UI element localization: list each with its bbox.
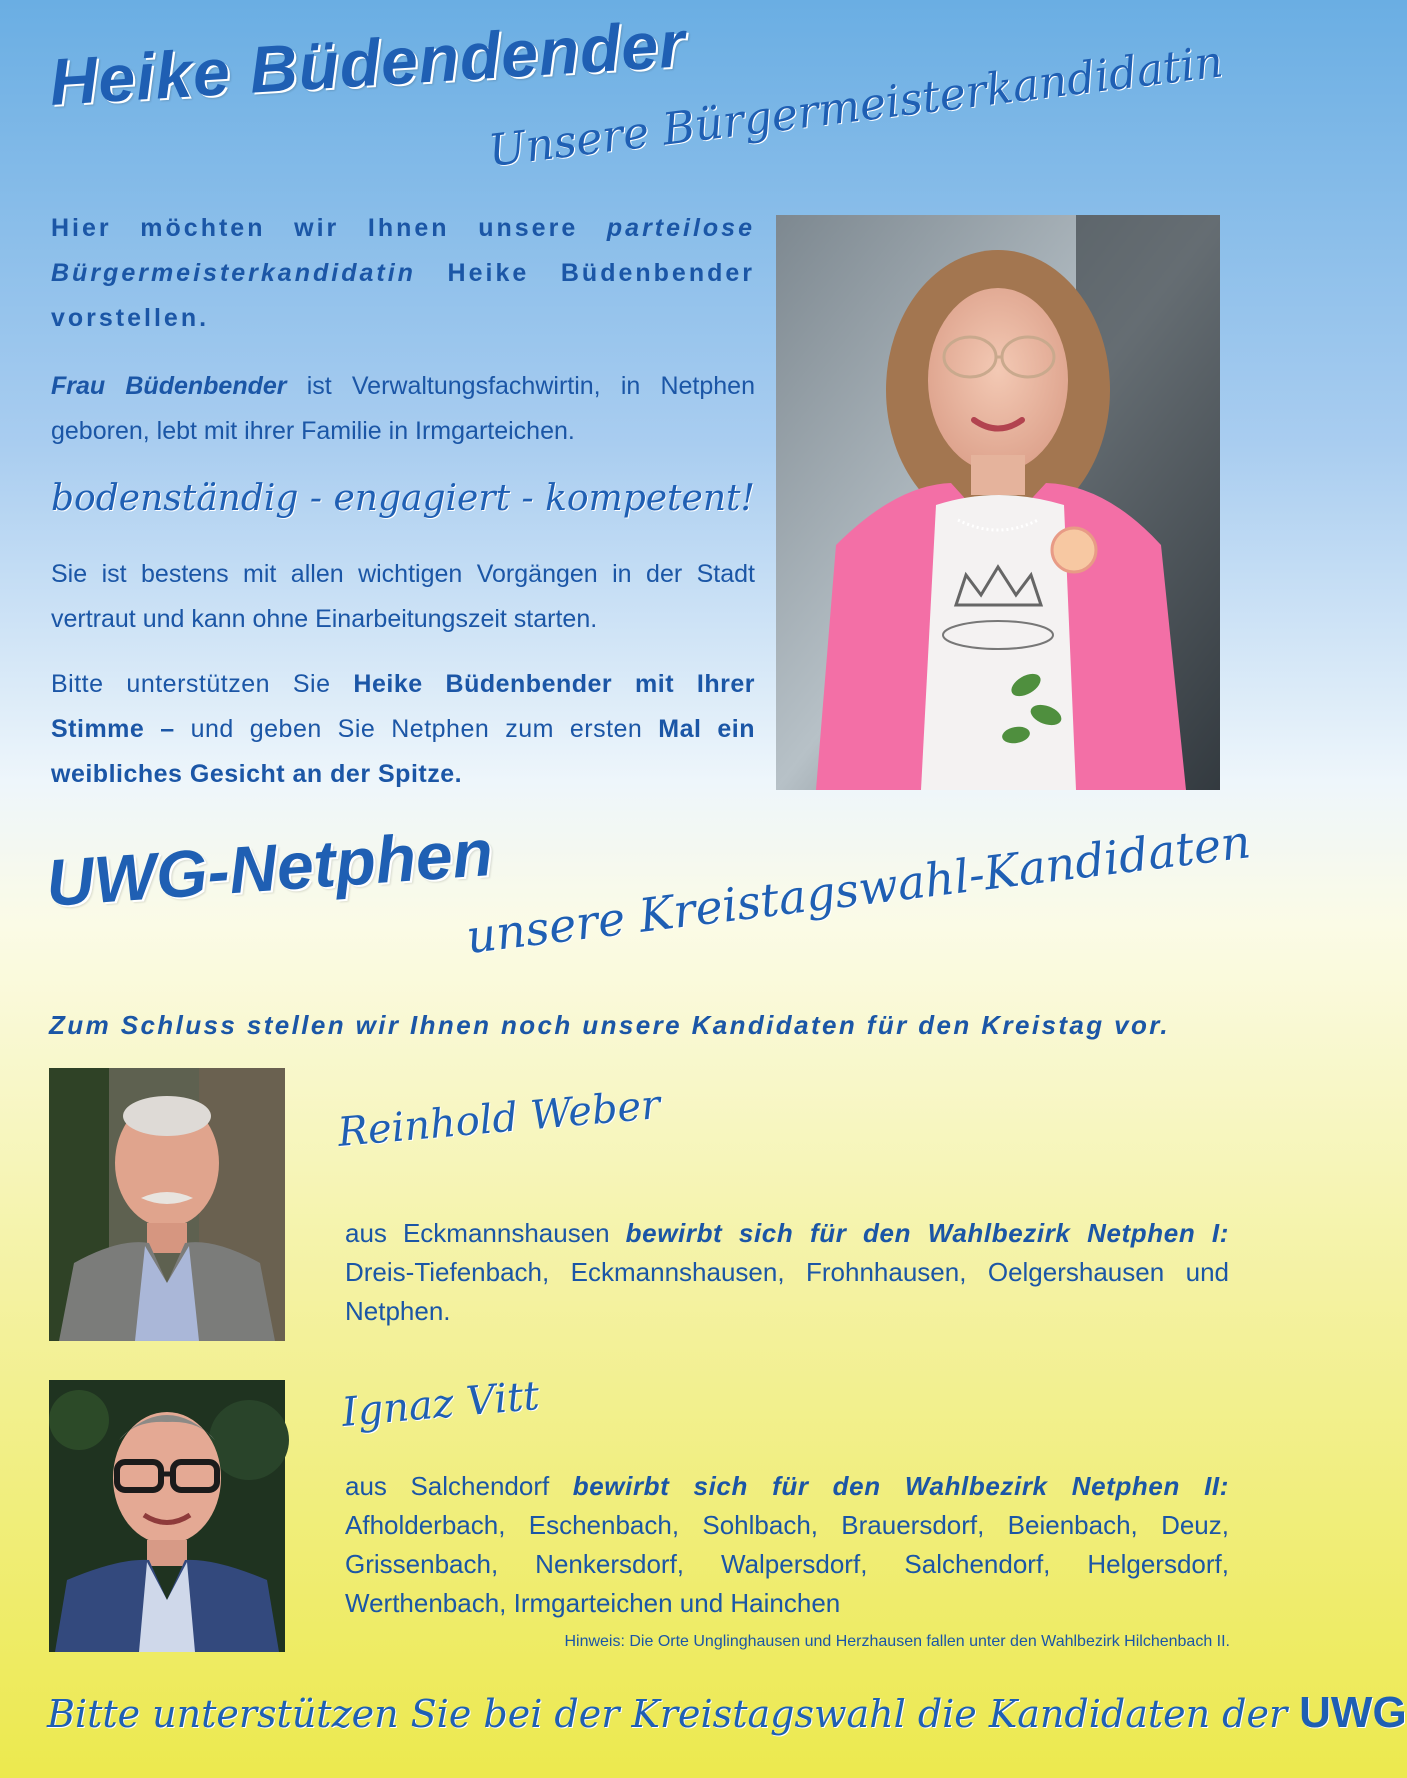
experience-paragraph: Sie ist bestens mit allen wichtigen Vorgängen in der Stadt vertraut und kann ohne Einarbeitungszeit starten.	[51, 560, 755, 633]
candidate-places: Afholderbach, Eschenbach, Sohlbach, Brauersdorf, Beienbach, Deuz, Grissenbach, Nenkersdorf, Walpersdorf, Salchendorf, Helgersdorf, Werthenbach, Irmgarteichen und Hainchen	[345, 1510, 1229, 1618]
candidate-description-2	[345, 1467, 1229, 1623]
footer-text: Bitte unterstützen Sie bei der Kreistagswahl die Kandidaten der	[47, 1692, 1288, 1736]
portrait-illustration	[776, 215, 1220, 790]
candidate-name-reinhold-weber: Reinhold Weber	[335, 1082, 663, 1156]
candidates-intro: Zum Schluss stellen wir Ihnen noch unsere Kandidaten für den Kreistag vor.	[49, 1010, 1171, 1040]
candidate-origin: aus Eckmannshausen	[345, 1218, 626, 1248]
candidate-name-ignaz-vitt: Ignaz Vitt	[339, 1372, 542, 1436]
mayor-candidate-subtitle: Unsere Bürgermeisterkandidatin	[485, 36, 1226, 177]
appeal-bold-text: Heike Büdenbender mit Ihrer Stimme –	[51, 670, 755, 743]
appeal-text-2: und geben Sie Netphen zum ersten	[174, 715, 659, 743]
candidate-portrait-photo	[776, 215, 1220, 790]
district-election-subtitle: unsere Kreistagswahl-Kandidaten	[463, 814, 1254, 964]
intro-text-end: Heike Büdenbender vorstellen.	[51, 259, 755, 332]
intro-text: Hier möchten wir Ihnen unsere	[51, 214, 607, 242]
candidate-photo-ignaz-vitt	[49, 1380, 285, 1652]
appeal-bold-text-2: Mal ein weibliches Gesicht an der Spitze.	[51, 715, 755, 788]
candidate-photo-reinhold-weber	[49, 1068, 285, 1341]
bio-paragraph	[51, 364, 755, 454]
portrait-illustration	[49, 1380, 285, 1652]
candidate-district: bewirbt sich für den Wahlbezirk Netphen II:	[572, 1471, 1229, 1501]
appeal-text: Bitte unterstützen Sie	[51, 670, 354, 698]
intro-italic-text: parteilose Bürgermeisterkandidatin	[51, 214, 755, 287]
intro-paragraph	[51, 206, 755, 341]
candidate-name-title: Heike Büdendender	[47, 6, 688, 120]
appeal-paragraph	[51, 662, 755, 797]
district-note: Hinweis: Die Orte Unglinghausen und Herzhausen fallen unter den Wahlbezirk Hilchenbach II.	[564, 1633, 1230, 1650]
candidate-description-1	[345, 1214, 1229, 1331]
portrait-illustration	[49, 1068, 285, 1341]
party-title: UWG-Netphen	[43, 814, 496, 921]
candidate-places: Dreis-Tiefenbach, Eckmannshausen, Frohnhausen, Oelgershausen und Netphen.	[345, 1257, 1229, 1326]
tagline: bodenständig - engagiert - kompetent!	[51, 478, 755, 519]
candidate-origin: aus Salchendorf	[345, 1471, 573, 1501]
bio-name: Frau Büdenbender	[51, 372, 287, 400]
footer-appeal	[47, 1688, 1407, 1738]
candidate-district: bewirbt sich für den Wahlbezirk Netphen I:	[625, 1218, 1230, 1248]
uwg-brand: UWG	[1299, 1688, 1407, 1737]
bio-text: ist Verwaltungsfachwirtin, in Netphen geboren, lebt mit ihrer Familie in Irmgarteichen.	[51, 372, 755, 445]
